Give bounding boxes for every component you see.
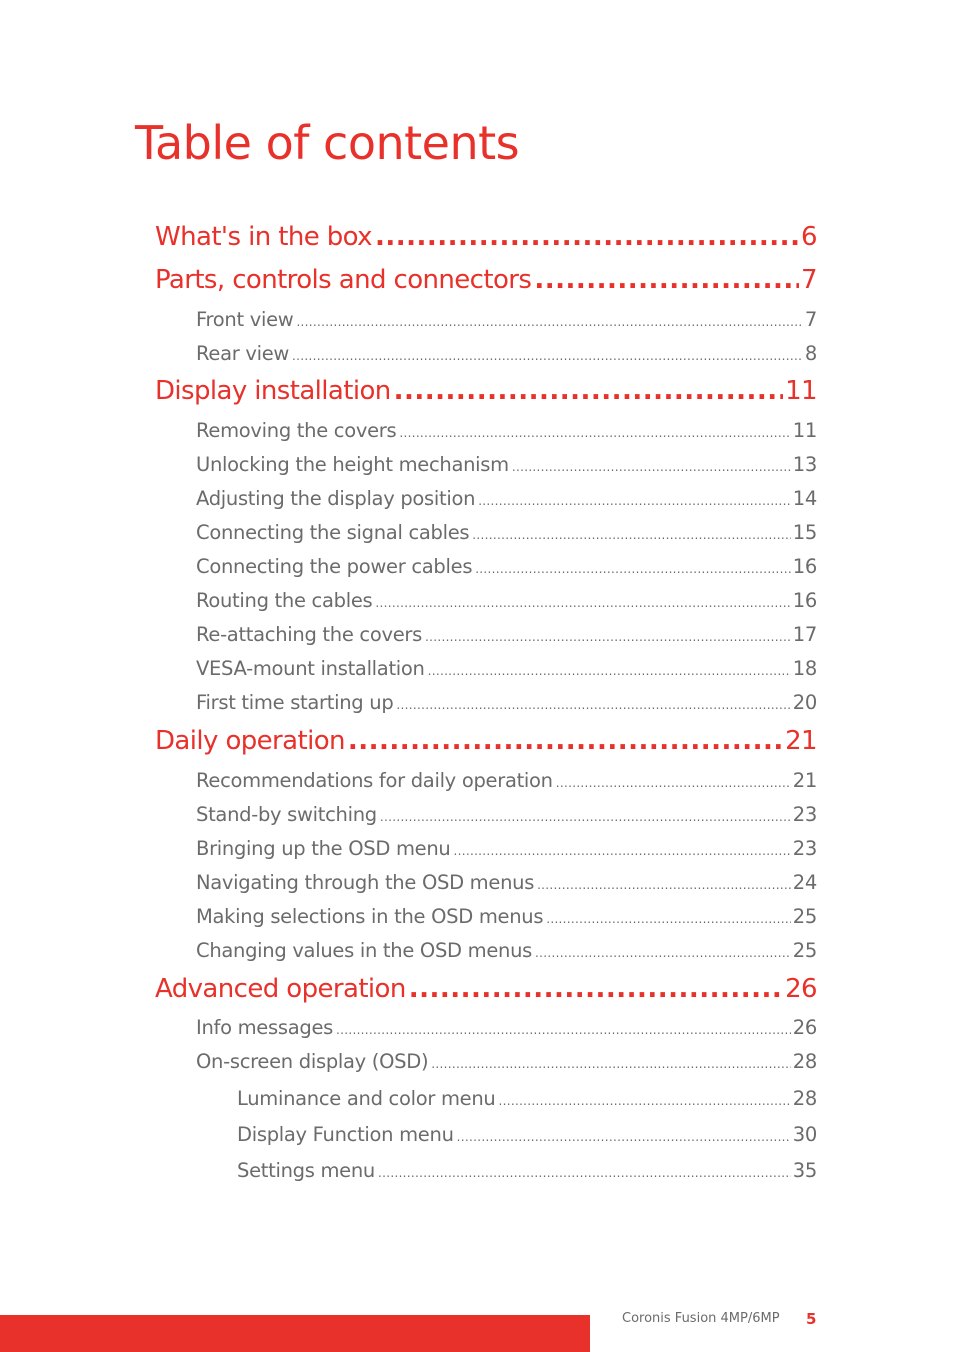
toc-entry-page: 16	[792, 555, 817, 578]
toc-entry-navigating-osd[interactable]	[196, 871, 817, 894]
dot-leader	[378, 1166, 791, 1180]
toc-entry-making-selections[interactable]	[196, 905, 817, 928]
toc-entry-page: 11	[792, 419, 817, 442]
dot-leader	[409, 974, 783, 1004]
toc-entry-adjusting-position[interactable]	[196, 487, 817, 510]
dot-leader	[431, 1057, 791, 1071]
toc-entry-power-cables[interactable]	[196, 555, 817, 578]
toc-entry-label: Connecting the signal cables	[196, 521, 470, 544]
toc-entry-label: Stand-by switching	[196, 803, 377, 826]
dot-leader	[425, 630, 791, 644]
toc-entry-page: 16	[792, 589, 817, 612]
toc-entry-vesa-mount[interactable]	[196, 657, 817, 680]
toc-entry-page: 17	[792, 623, 817, 646]
toc-entry-label: Making selections in the OSD menus	[196, 905, 544, 928]
toc-entry-label: Display Function menu	[237, 1123, 454, 1146]
toc-entry-page: 7	[804, 308, 817, 331]
toc-entry-page: 6	[801, 222, 817, 252]
dot-leader	[546, 912, 791, 926]
toc-entry-label: Front view	[196, 308, 294, 331]
toc-entry-page: 24	[792, 871, 817, 894]
dot-leader	[348, 726, 783, 756]
toc-entry-rear-view[interactable]	[196, 342, 817, 365]
toc-entry-parts-controls-connectors[interactable]	[155, 265, 817, 295]
toc-entry-page: 21	[792, 769, 817, 792]
toc-entry-label: Advanced operation	[155, 974, 406, 1004]
toc-entry-label: Settings menu	[237, 1159, 375, 1182]
toc-entry-reattaching-covers[interactable]	[196, 623, 817, 646]
toc-entry-recommendations[interactable]	[196, 769, 817, 792]
toc-entry-label: VESA-mount installation	[196, 657, 425, 680]
toc-entry-label: Rear view	[196, 342, 290, 365]
toc-entry-routing-cables[interactable]	[196, 589, 817, 612]
toc-entry-label: What's in the box	[155, 222, 372, 252]
toc-entry-page: 15	[792, 521, 817, 544]
toc-entry-unlocking-height[interactable]	[196, 453, 817, 476]
toc-entry-label: Adjusting the display position	[196, 487, 476, 510]
toc-entry-page: 14	[792, 487, 817, 510]
toc-entry-front-view[interactable]	[196, 308, 817, 331]
toc-entry-bringing-up-osd[interactable]	[196, 837, 817, 860]
toc-entry-page: 23	[792, 803, 817, 826]
dot-leader	[499, 1094, 791, 1108]
toc-entry-first-time-starting[interactable]	[196, 691, 817, 714]
dot-leader	[534, 265, 799, 295]
toc-entry-page: 28	[792, 1087, 817, 1110]
toc-entry-advanced-operation[interactable]	[155, 974, 817, 1004]
toc-entry-settings-menu[interactable]	[237, 1159, 817, 1182]
dot-leader	[556, 776, 791, 790]
dot-leader	[296, 315, 802, 329]
dot-leader	[512, 460, 791, 474]
toc-entry-page: 28	[792, 1050, 817, 1073]
footer-product-name: Coronis Fusion 4MP/6MP	[622, 1311, 780, 1326]
toc-entry-daily-operation[interactable]	[155, 726, 817, 756]
toc-entry-label: On-screen display (OSD)	[196, 1050, 429, 1073]
toc-entry-page: 26	[792, 1016, 817, 1039]
toc-entry-label: Daily operation	[155, 726, 345, 756]
toc-entry-standby-switching[interactable]	[196, 803, 817, 826]
toc-entry-label: Parts, controls and connectors	[155, 265, 532, 295]
toc-entry-page: 18	[792, 657, 817, 680]
toc-entry-display-installation[interactable]	[155, 376, 817, 406]
dot-leader	[375, 222, 799, 252]
dot-leader	[399, 426, 790, 440]
dot-leader	[457, 1130, 791, 1144]
toc-entry-page: 7	[801, 265, 817, 295]
dot-leader	[336, 1023, 791, 1037]
toc-entry-info-messages[interactable]	[196, 1016, 817, 1039]
toc-entry-page: 35	[792, 1159, 817, 1182]
dot-leader	[428, 664, 791, 678]
dot-leader	[380, 810, 791, 824]
dot-leader	[292, 349, 803, 363]
toc-entry-changing-values[interactable]	[196, 939, 817, 962]
toc-entry-display-function[interactable]	[237, 1123, 817, 1146]
toc-entry-page: 26	[785, 974, 817, 1004]
toc-entry-label: Connecting the power cables	[196, 555, 473, 578]
toc-entry-label: Display installation	[155, 376, 391, 406]
toc-entry-page: 25	[792, 905, 817, 928]
toc-entry-label: Unlocking the height mechanism	[196, 453, 509, 476]
toc-entry-label: Changing values in the OSD menus	[196, 939, 533, 962]
page-title: Table of contents	[135, 116, 520, 170]
toc-entry-whats-in-the-box[interactable]	[155, 222, 817, 252]
toc-entry-osd[interactable]	[196, 1050, 817, 1073]
toc-entry-signal-cables[interactable]	[196, 521, 817, 544]
toc-entry-label: Luminance and color menu	[237, 1087, 496, 1110]
toc-entry-label: Re-attaching the covers	[196, 623, 422, 646]
toc-entry-page: 13	[792, 453, 817, 476]
toc-entry-label: Bringing up the OSD menu	[196, 837, 451, 860]
dot-leader	[537, 878, 791, 892]
toc-entry-page: 25	[792, 939, 817, 962]
dot-leader	[396, 698, 790, 712]
toc-entry-label: Recommendations for daily operation	[196, 769, 553, 792]
toc-entry-label: Info messages	[196, 1016, 333, 1039]
dot-leader	[375, 596, 790, 610]
toc-entry-page: 20	[792, 691, 817, 714]
toc-entry-page: 30	[792, 1123, 817, 1146]
dot-leader	[454, 844, 791, 858]
footer-accent-bar	[0, 1315, 590, 1352]
dot-leader	[475, 562, 791, 576]
dot-leader	[478, 494, 791, 508]
toc-entry-label: First time starting up	[196, 691, 394, 714]
dot-leader	[394, 376, 783, 406]
toc-entry-page: 11	[785, 376, 817, 406]
dot-leader	[472, 528, 790, 542]
toc-entry-label: Navigating through the OSD menus	[196, 871, 535, 894]
dot-leader	[535, 946, 791, 960]
toc-entry-label: Routing the cables	[196, 589, 373, 612]
toc-entry-page: 21	[785, 726, 817, 756]
toc-entry-removing-covers[interactable]	[196, 419, 817, 442]
footer-page-number: 5	[806, 1310, 817, 1328]
toc-entry-luminance-color[interactable]	[237, 1087, 817, 1110]
toc-entry-page: 8	[804, 342, 817, 365]
toc-entry-label: Removing the covers	[196, 419, 397, 442]
toc-entry-page: 23	[792, 837, 817, 860]
